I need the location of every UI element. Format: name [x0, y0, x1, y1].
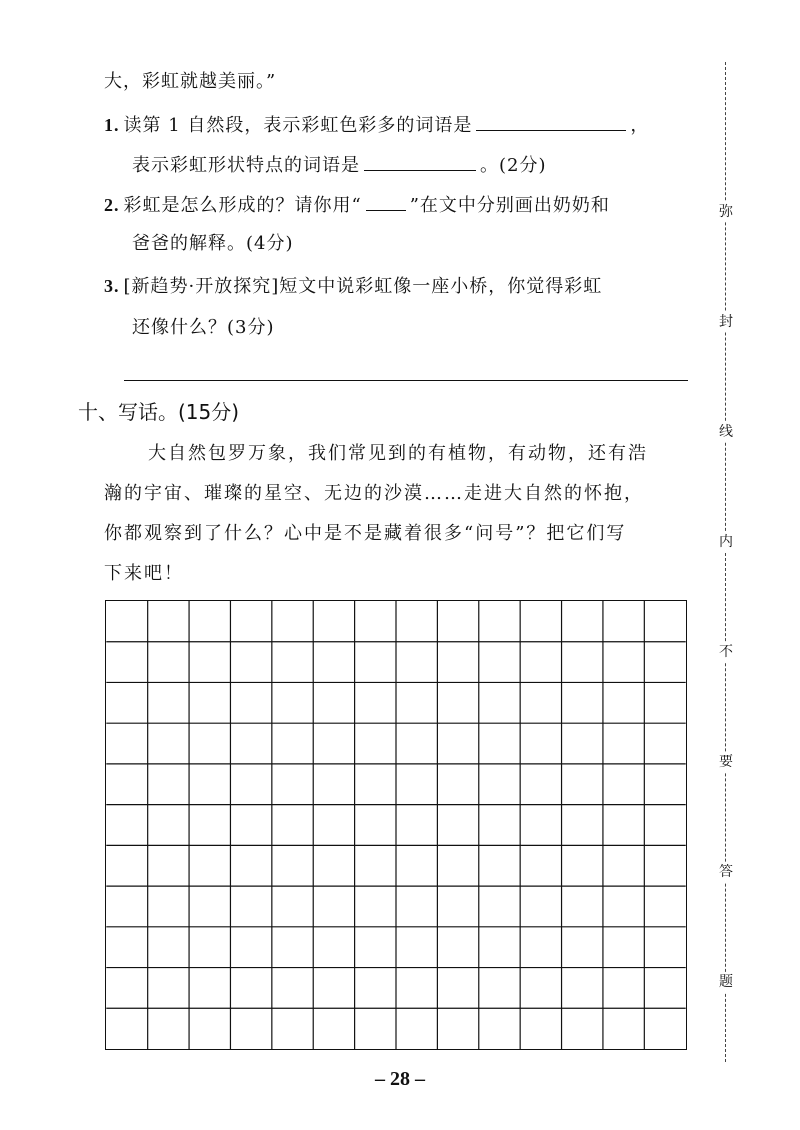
prompt-line-4: 下来吧！ [104, 563, 184, 584]
question-2-line-2: 爸爸的解释。(4分) [132, 233, 294, 254]
binding-char: 不 [714, 642, 738, 662]
writing-grid[interactable] [105, 600, 687, 1050]
question-3-number: 3. [104, 276, 120, 296]
question-1 [104, 112, 649, 138]
question-3 [104, 274, 602, 299]
binding-margin [714, 62, 738, 1062]
question-1-comma: ， [630, 115, 650, 136]
question-2-number: 2. [104, 195, 120, 215]
question-2 [104, 192, 610, 218]
answer-blank-shape-word[interactable] [364, 152, 476, 171]
answer-line-q3[interactable] [124, 380, 688, 381]
question-1-line-2 [132, 152, 547, 178]
question-2-text-b: ”在文中分别画出奶奶和 [409, 195, 610, 216]
question-1-line-2-text: 表示彩虹形状特点的词语是 [132, 155, 360, 176]
binding-char: 线 [714, 422, 738, 442]
prompt-line-3: 你都观察到了什么？心中是不是藏着很多“问号”？把它们写 [104, 523, 627, 544]
binding-char: 要 [714, 752, 738, 772]
binding-char: 答 [714, 862, 738, 882]
passage-ending: 大，彩虹就越美丽。” [104, 71, 277, 92]
question-1-number: 1. [104, 115, 120, 135]
question-2-text-a: 彩虹是怎么形成的？请你用“ [123, 195, 362, 216]
binding-char: 内 [714, 532, 738, 552]
prompt-line-2: 瀚的宇宙、璀璨的星空、无边的沙漠……走进大自然的怀抱， [104, 483, 644, 504]
prompt-line-1: 大自然包罗万象，我们常见到的有植物，有动物，还有浩 [148, 443, 648, 464]
answer-blank-colorful-word[interactable] [476, 112, 626, 131]
binding-char: 封 [714, 312, 738, 332]
underline-sample [366, 192, 406, 211]
question-1-text: 读第 1 自然段，表示彩虹色彩多的词语是 [123, 115, 473, 136]
question-1-points: 。(2分) [480, 155, 547, 176]
question-3-text: [新趋势·开放探究]短文中说彩虹像一座小桥，你觉得彩虹 [123, 276, 603, 297]
page-number: – 28 – [375, 1068, 425, 1090]
binding-char: 弥 [714, 202, 738, 222]
section-10-title: 十、写话。(15分) [78, 400, 240, 424]
binding-char: 题 [714, 972, 738, 992]
question-3-line-2: 还像什么？(3分) [132, 317, 275, 338]
